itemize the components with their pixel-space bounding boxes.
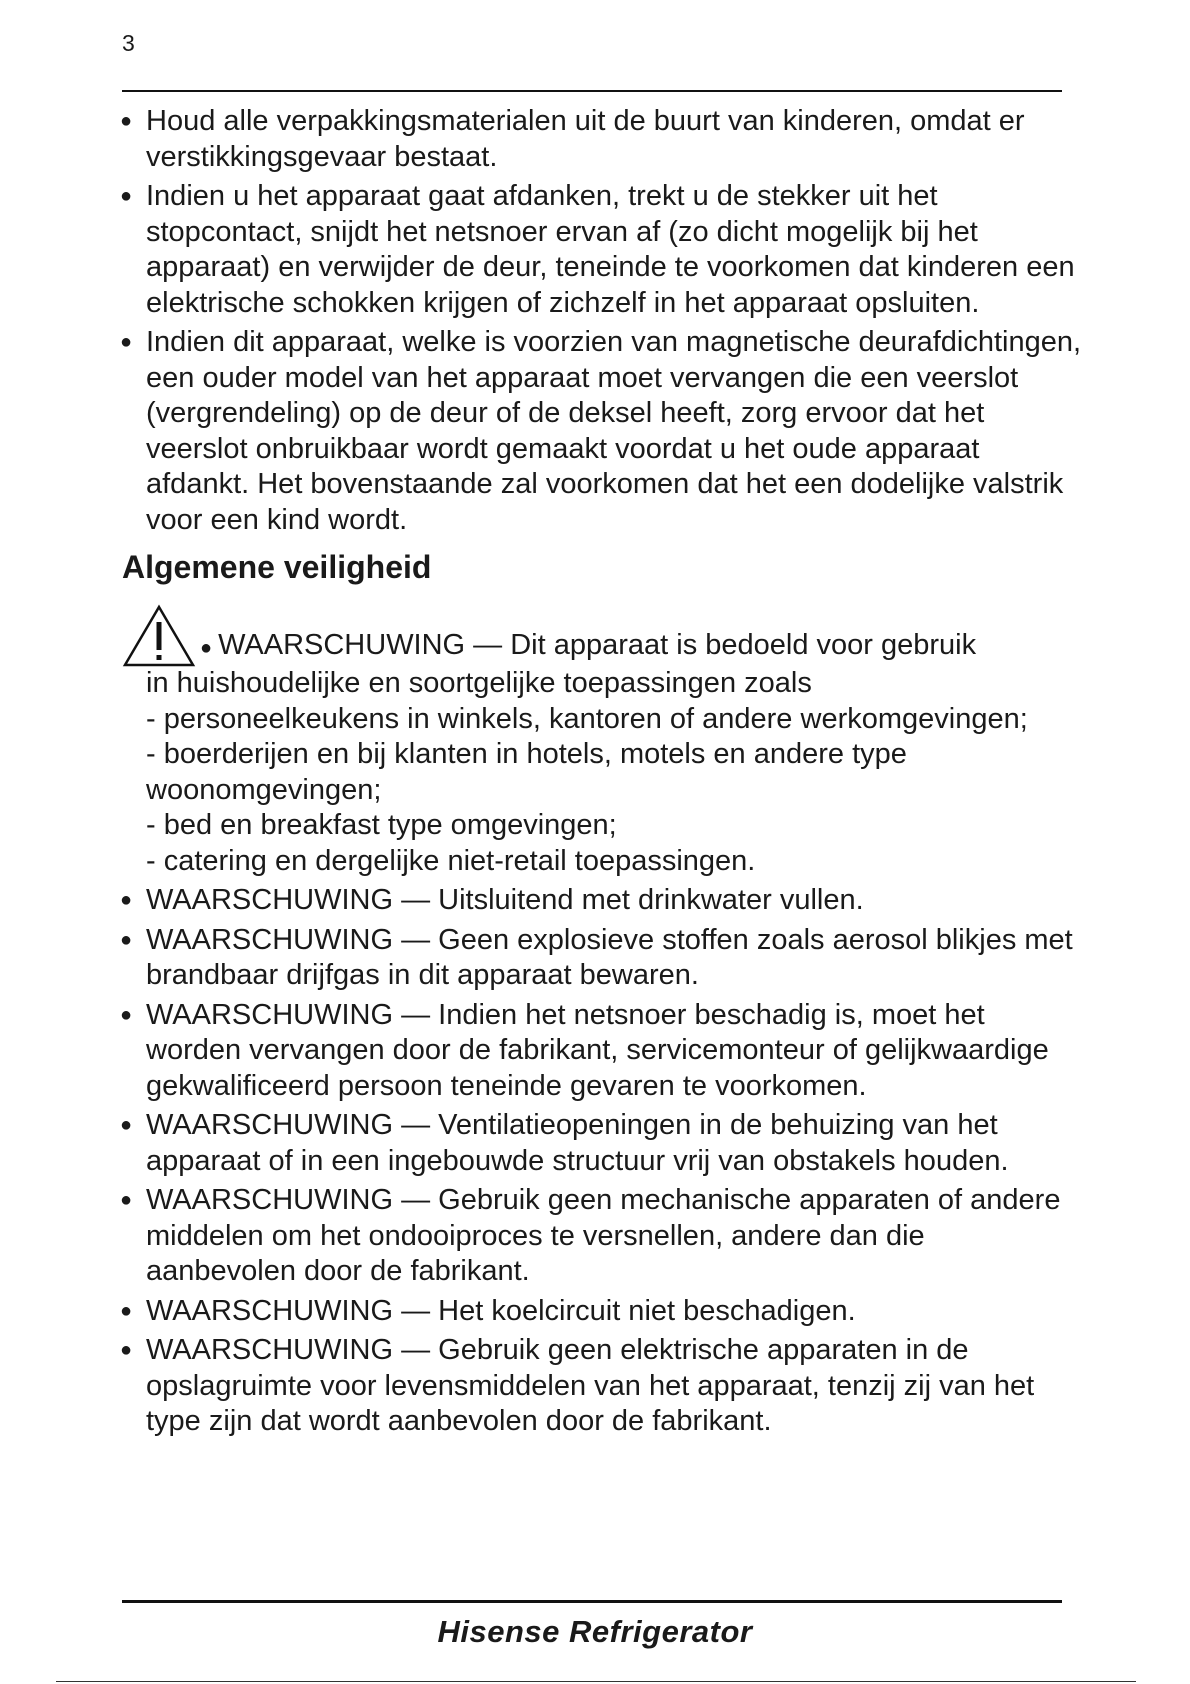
warning-first-line: WAARSCHUWING — Dit apparaat is bedoeld voor gebruik bbox=[218, 628, 977, 661]
sub-item: - personeelkeukens in winkels, kantoren of andere werkomgevingen; bbox=[146, 702, 1028, 735]
list-item bbox=[122, 179, 1082, 321]
warning-item bbox=[122, 1108, 1082, 1179]
warning-item bbox=[122, 1183, 1082, 1290]
page-content bbox=[122, 104, 1082, 1444]
list-item bbox=[122, 325, 1082, 538]
warning-item bbox=[122, 923, 1082, 994]
sub-item: - bed en breakfast type omgevingen; bbox=[146, 809, 617, 841]
footer-brand: Hisense Refrigerator bbox=[437, 1614, 753, 1649]
bullet-icon: ● bbox=[120, 1299, 133, 1322]
list-item bbox=[122, 104, 1082, 175]
warning-item bbox=[122, 998, 1082, 1105]
warning-item bbox=[122, 1294, 1082, 1330]
bullet-icon: ● bbox=[120, 928, 133, 951]
bullet-icon: ● bbox=[120, 1003, 133, 1026]
bullet-icon: ● bbox=[120, 889, 133, 911]
header-divider bbox=[122, 90, 1062, 92]
warning-continuation: in huishoudelijke en soortgelijke toepassingen zoals bbox=[146, 667, 812, 699]
section-heading: Algemene veiligheid bbox=[122, 549, 432, 585]
list-item-text: Indien dit apparaat, welke is voorzien van magnetische deurafdichtingen, een ouder model van het apparaat moet vervangen die een veerslot (vergrendeling) op de deur of de deksel heeft, zorg ervoor dat het veerslot onbruikbaar wordt gemaakt voordat u het oude apparaat afdankt. Het bovenstaande zal voorkomen dat het een dodelijke valstrik voor een kind wordt. bbox=[146, 326, 1082, 536]
warning-text: WAARSCHUWING — Indien het netsnoer beschadig is, moet het worden vervangen door de fabrikant, servicemonteur of gelijkwaardige gekwalificeerd persoon teneinde gevaren te voorkomen. bbox=[146, 998, 1049, 1102]
list-item-text: Indien u het apparaat gaat afdanken, trekt u de stekker uit het stopcontact, snijdt het netsnoer ervan af (zo dicht mogelijk bij het apparaat) en verwijder de deur, teneinde te voorkomen dat kinderen een elektrische schokken krijgen of zichzelf in het apparaat opsluiten. bbox=[146, 180, 1075, 319]
general-warning bbox=[122, 596, 1082, 880]
bullet-icon: ● bbox=[200, 636, 213, 659]
warning-text: WAARSCHUWING — Uitsluitend met drinkwater vullen. bbox=[146, 884, 864, 916]
page-edge-divider bbox=[56, 1681, 1136, 1682]
bullet-icon: ● bbox=[120, 185, 133, 207]
bullet-icon: ● bbox=[120, 1189, 133, 1211]
warning-item bbox=[122, 883, 1082, 919]
bullet-icon: ● bbox=[120, 331, 133, 353]
bullet-icon: ● bbox=[120, 1114, 133, 1136]
sub-item: - catering en dergelijke niet-retail toepassingen. bbox=[146, 844, 756, 877]
warning-text: WAARSCHUWING — Gebruik geen elektrische apparaten in de opslagruimte voor levensmiddelen van het apparaat, tenzij zij van het type zijn dat wordt aanbevolen door de fabrikant. bbox=[146, 1334, 1035, 1437]
list-item-text: Houd alle verpakkingsmaterialen uit de buurt van kinderen, omdat er verstikkingsgevaar bestaat. bbox=[146, 105, 1025, 173]
warning-text: WAARSCHUWING — Gebruik geen mechanische apparaten of andere middelen om het ondooiproces te versnellen, andere dan die aanbevolen door de fabrikant. bbox=[146, 1184, 1061, 1287]
warning-item bbox=[122, 1333, 1082, 1440]
bullet-icon: ● bbox=[120, 110, 133, 132]
bullet-icon: ● bbox=[120, 1339, 133, 1361]
page-number: 3 bbox=[122, 30, 135, 56]
sub-item: - boerderijen en bij klanten in hotels, motels en andere type woonomgevingen; bbox=[146, 738, 907, 806]
warning-text: WAARSCHUWING — Het koelcircuit niet beschadigen. bbox=[146, 1294, 856, 1327]
footer-divider bbox=[122, 1600, 1062, 1603]
warning-text: WAARSCHUWING — Ventilatieopeningen in de behuizing van het apparaat of in een ingebouwde structuur vrij van obstakels houden. bbox=[146, 1109, 1009, 1177]
warning-text: WAARSCHUWING — Geen explosieve stoffen zoals aerosol blikjes met brandbaar drijfgas in dit apparaat bewaren. bbox=[146, 923, 1073, 991]
